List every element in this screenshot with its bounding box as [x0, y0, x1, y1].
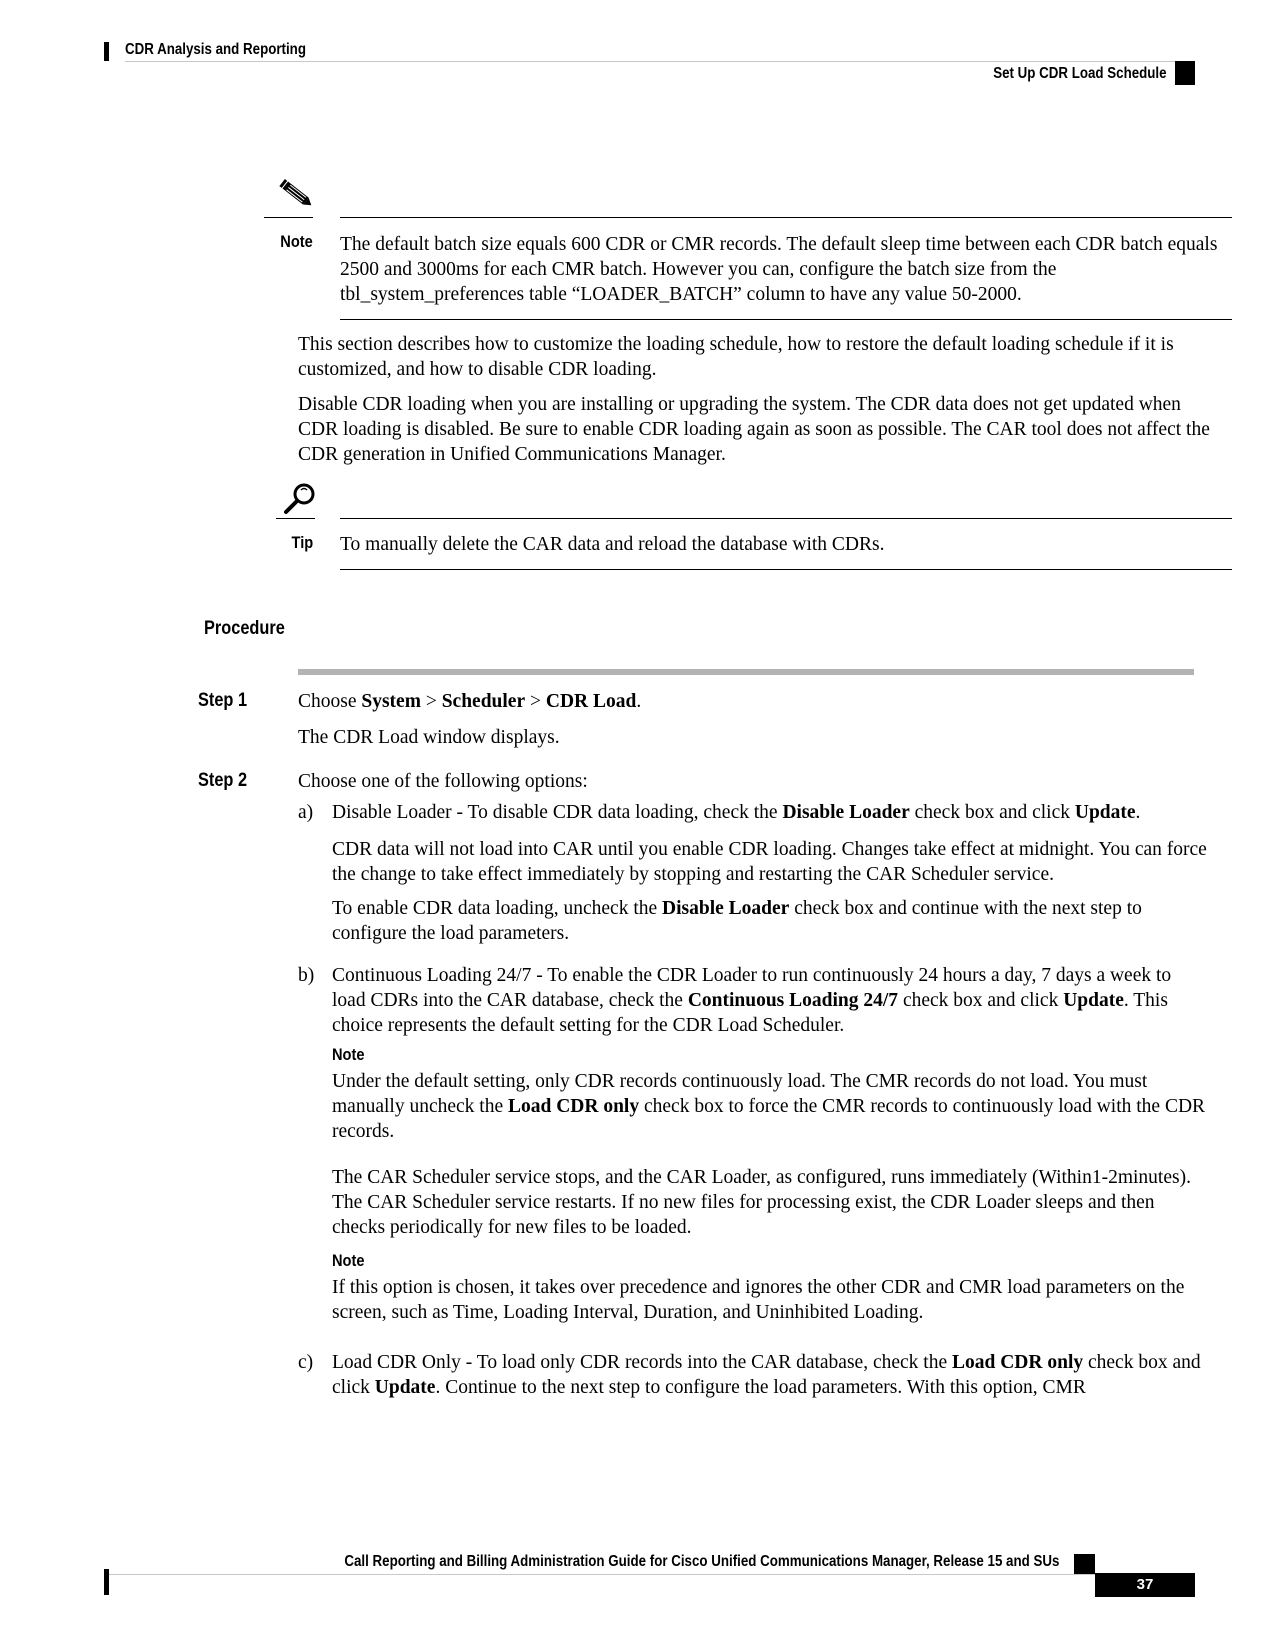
procedure-rule [298, 669, 1194, 675]
substep-b-note-part: check box to force the CMR records to continuously load with the CDR records. [332, 1096, 1206, 1142]
magnifier-icon [282, 482, 318, 516]
substep-c-text-part: check box and click [332, 1352, 1201, 1398]
ui-disable-loader: Disable Loader [662, 898, 790, 919]
substep-b-note-text [332, 1069, 1207, 1144]
step-1-result: The CDR Load window displays. [298, 727, 560, 748]
header-marker-bar [104, 42, 109, 61]
substep-c-text-part: . Continue to the next step to configure the load parameters. With this option, CMR [435, 1377, 1086, 1398]
substep-b-note-text: If this option is chosen, it takes over precedence and ignores the other CDR and CMR load parameters on the screen, such as Time, Loading Interval, Duration, and Uninhibited Loading. [332, 1277, 1185, 1323]
page-number: 37 [1095, 1573, 1195, 1597]
footer-rule [108, 1574, 1195, 1575]
note-icon-rule [264, 217, 313, 218]
tip-top-rule [340, 518, 1232, 519]
section-title: Set Up CDR Load Schedule [993, 65, 1167, 82]
tip-text: To manually delete the CAR data and reload the database with CDRs. [340, 534, 885, 555]
substep-b-text-part: Continuous Loading 24/7 - To enable the CDR Loader to run continuously 24 hours a day, 7 days a week to load CDRs into the CAR database, check the [332, 965, 1172, 1011]
footer-marker-square [1074, 1554, 1095, 1575]
note-label: Note [280, 232, 313, 251]
ui-update: Update [374, 1377, 436, 1398]
substep-c-marker: c) [298, 1352, 314, 1373]
substep-c-text [332, 1350, 1207, 1400]
substep-a-text [332, 800, 1207, 825]
substep-b-note-label: Note [332, 1251, 365, 1270]
ui-load-cdr-only: Load CDR only [507, 1096, 640, 1117]
substep-a-paragraph [332, 896, 1207, 946]
substep-b-text-part: . This choice represents the default setting for the CDR Load Scheduler. [332, 990, 1168, 1036]
substep-b-text [332, 963, 1207, 1038]
chapter-title: CDR Analysis and Reporting [125, 41, 306, 58]
substep-a-text-part: Disable Loader - To disable CDR data loading, check the [332, 802, 783, 823]
note-top-rule [340, 217, 1232, 218]
header-rule [125, 61, 1195, 62]
ui-continuous-loading: Continuous Loading 24/7 [687, 990, 899, 1011]
footer-marker-bar [104, 1569, 109, 1595]
ui-update: Update [1063, 990, 1124, 1011]
substep-b-marker: b) [298, 965, 315, 986]
substep-a-text-part: check box and continue with the next step to configure the load parameters. [332, 898, 1142, 944]
substep-b-note-part: Under the default setting, only CDR records continuously load. The CMR records do not load. You must manually uncheck the [332, 1071, 1148, 1117]
substep-b-paragraph: The CAR Scheduler service stops, and the CAR Loader, as configured, runs immediately (Within1-2minutes). The CAR Scheduler service restarts. If no new files for processing exist, the CDR Loader sleeps and then checks periodically for new files to be loaded. [332, 1167, 1191, 1238]
pencil-icon [276, 176, 316, 212]
substep-b-note-label: Note [332, 1045, 365, 1064]
menu-system: System [361, 691, 421, 712]
step-2-label: Step 2 [198, 770, 248, 791]
tip-icon-rule [276, 518, 315, 519]
substep-b-text-part: check box and click [898, 990, 1064, 1011]
menu-separator: > [420, 691, 442, 712]
menu-scheduler: Scheduler [441, 691, 526, 712]
substep-a-text-part: check box and click [909, 802, 1075, 823]
step-1-text-part: Choose [298, 691, 362, 712]
footer-book-title: Call Reporting and Billing Administration Guide for Cisco Unified Communications Manager, Release 15 and SUs [343, 1553, 1059, 1570]
tip-bottom-rule [340, 569, 1232, 570]
substep-a-marker: a) [298, 802, 314, 823]
intro-text [298, 332, 1218, 467]
substep-c-text-part: Load CDR Only - To load only CDR records into the CAR database, check the [332, 1352, 952, 1373]
menu-separator: > [525, 691, 546, 712]
step-1-text [298, 689, 1218, 714]
note-bottom-rule [340, 319, 1232, 320]
step-1-label: Step 1 [198, 690, 248, 711]
step-2-intro: Choose one of the following options: [298, 771, 588, 792]
ui-load-cdr-only: Load CDR only [952, 1352, 1084, 1373]
procedure-heading: Procedure [204, 618, 285, 639]
intro-paragraph: This section describes how to customize the loading schedule, how to restore the default loading schedule if it is customized, and how to disable CDR loading. [298, 334, 1174, 380]
ui-disable-loader: Disable Loader [782, 802, 910, 823]
tip-label: Tip [291, 533, 313, 552]
substep-a-text-part: . [1135, 802, 1141, 823]
header-marker-square [1175, 61, 1195, 85]
intro-paragraph: Disable CDR loading when you are installing or upgrading the system. The CDR data does not get updated when CDR loading is disabled. Be sure to enable CDR loading again as soon as possible. The CAR tool does not affect the CDR generation in Unified Communications Manager. [298, 394, 1210, 465]
ui-update: Update [1074, 802, 1136, 823]
note-text: The default batch size equals 600 CDR or CMR records. The default sleep time between each CDR batch equals 2500 and 3000ms for each CMR batch. However you can, configure the batch size from the tbl_system_preferences table “LOADER_BATCH” column to have any value 50-2000. [340, 234, 1218, 305]
substep-a-text-part: To enable CDR data loading, uncheck the [332, 898, 663, 919]
menu-cdr-load: CDR Load [545, 691, 637, 712]
step-1-text-part: . [636, 691, 642, 712]
substep-a-paragraph: CDR data will not load into CAR until you enable CDR loading. Changes take effect at midnight. You can force the change to take effect immediately by stopping and restarting the CAR Scheduler service. [332, 839, 1207, 885]
